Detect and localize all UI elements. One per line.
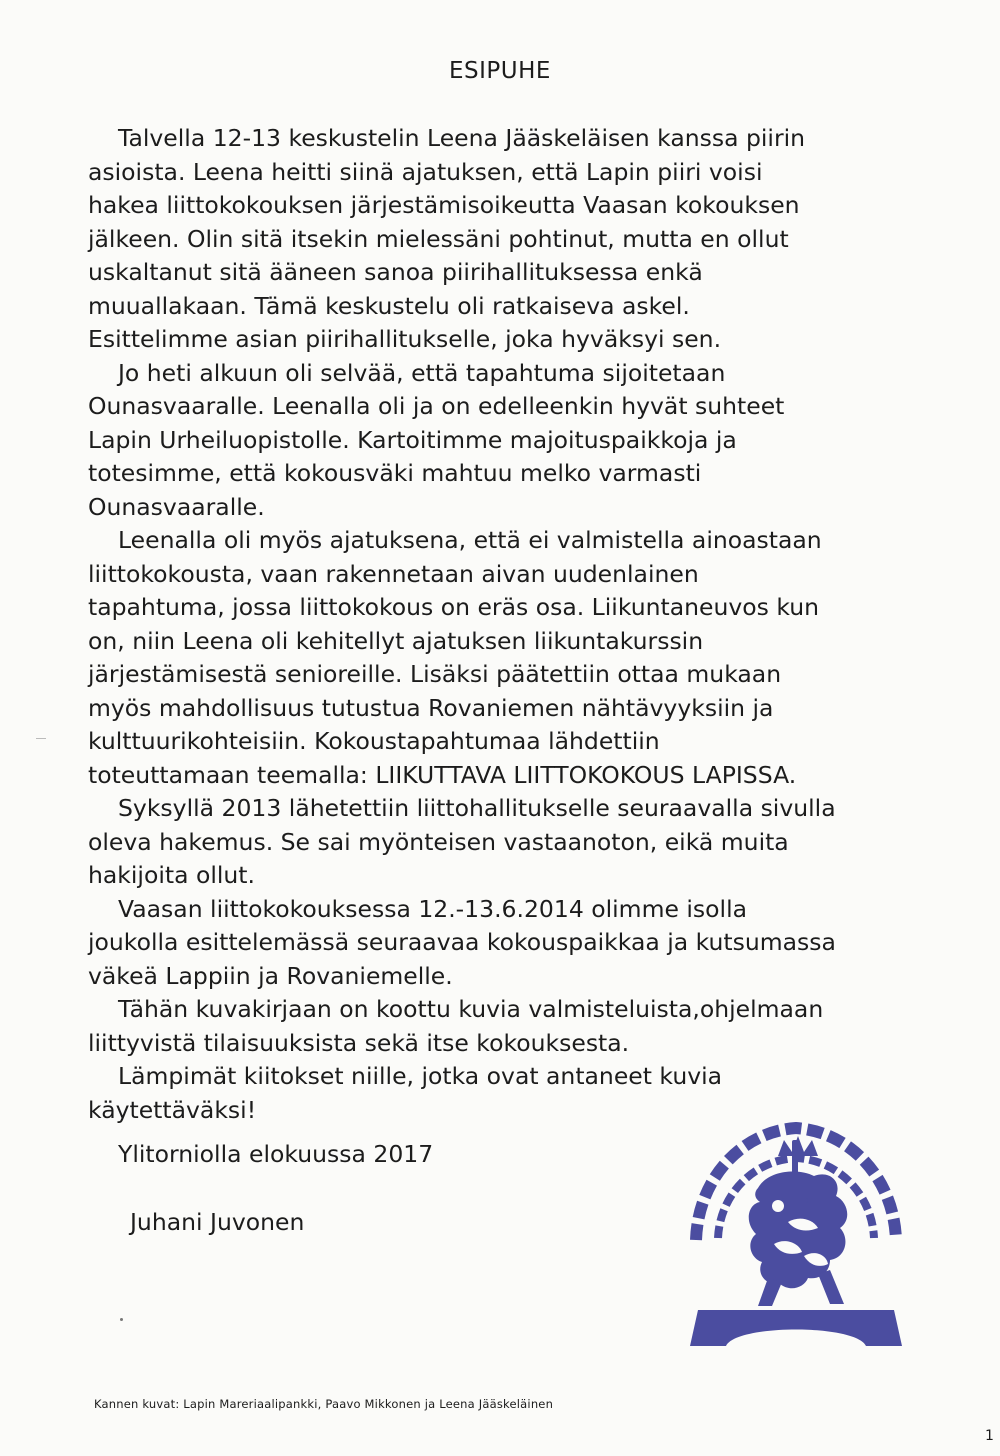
text-line: liittokokousta, vaan rakennetaan aivan uudenlainen bbox=[88, 559, 699, 588]
text-line: väkeä Lappiin ja Rovaniemelle. bbox=[88, 961, 453, 990]
page-title: ESIPUHE bbox=[449, 58, 551, 84]
text-line: asioista. Leena heitti siinä ajatuksen, että Lapin piiri voisi bbox=[88, 157, 763, 186]
paragraph-3 bbox=[88, 524, 908, 792]
text-line: Talvella 12-13 keskustelin Leena Jääskeläisen kanssa piirin bbox=[118, 124, 806, 152]
text-line: järjestämisestä senioreille. Lisäksi päätettiin ottaa mukaan bbox=[88, 660, 782, 688]
text-line: jälkeen. Olin sitä itsekin mielessäni pohtinut, mutta en ollut bbox=[88, 224, 789, 253]
text-line: Lämpimät kiitokset niille, jotka ovat antaneet kuvia bbox=[118, 1062, 723, 1090]
text-line: Esittelimme asian piirihallitukselle, joka hyväksyi sen. bbox=[88, 325, 722, 353]
text-line: joukolla esittelemässä seuraavaa kokouspaikkaa ja kutsumassa bbox=[88, 928, 836, 956]
text-line: liittyvistä tilaisuuksista sekä itse kokouksesta. bbox=[88, 1028, 630, 1057]
text-line: Lapin Urheiluopistolle. Kartoitimme majoituspaikkoja ja bbox=[88, 425, 737, 454]
text-line: uskaltanut sitä ääneen sanoa piirihallituksessa enkä bbox=[88, 258, 703, 286]
text-line: käytettäväksi! bbox=[88, 1095, 257, 1124]
paragraph-4 bbox=[88, 792, 908, 893]
text-line: kulttuurikohteisiin. Kokoustapahtumaa lähdettiin bbox=[88, 727, 660, 755]
cover-photo-credits: Kannen kuvat: Lapin Mareriaalipankki, Paavo Mikkonen ja Leena Jääskeläinen bbox=[94, 1397, 554, 1411]
text-line: Ounasvaaralle. bbox=[88, 492, 265, 521]
text-line: hakea liittokokouksen järjestämisoikeutta Vaasan kokouksen bbox=[88, 191, 800, 219]
text-line: Tähän kuvakirjaan on koottu kuvia valmisteluista,ohjelmaan bbox=[118, 995, 824, 1023]
paragraph-1 bbox=[88, 122, 908, 357]
text-line: Ounasvaaralle. Leenalla oli ja on edelleenkin hyvät suhteet bbox=[88, 392, 785, 420]
text-line: Vaasan liittokokouksessa 12.-13.6.2014 olimme isolla bbox=[118, 894, 747, 923]
text-line: toteuttamaan teemalla: LIIKUTTAVA LIITTOKOKOUS LAPISSA. bbox=[88, 760, 797, 789]
closing-place-date: Ylitorniolla elokuussa 2017 bbox=[118, 1140, 434, 1168]
text-line: tapahtuma, jossa liittokokous on eräs osa. Liikuntaneuvos kun bbox=[88, 593, 820, 621]
text-line: myös mahdollisuus tutustua Rovaniemen nähtävyyksiin ja bbox=[88, 693, 774, 722]
author-signature: Juhani Juvonen bbox=[130, 1208, 305, 1236]
text-line: hakijoita ollut. bbox=[88, 861, 255, 889]
text-line: Syksyllä 2013 lähetettiin liittohallitukselle seuraavalla sivulla bbox=[118, 794, 836, 822]
lion-crest-icon bbox=[680, 1110, 912, 1346]
text-line: on, niin Leena oli kehitellyt ajatuksen liikuntakurssin bbox=[88, 626, 704, 655]
text-line: totesimme, että kokousväki mahtuu melko varmasti bbox=[88, 459, 702, 487]
scan-mark bbox=[36, 738, 46, 739]
text-line: muuallakaan. Tämä keskustelu oli ratkaiseva askel. bbox=[88, 291, 690, 320]
text-line: oleva hakemus. Se sai myönteisen vastaanoton, eikä muita bbox=[88, 827, 789, 856]
page-number: 1 bbox=[985, 1428, 994, 1444]
text-line: Jo heti alkuun oli selvää, että tapahtuma sijoitetaan bbox=[118, 358, 726, 387]
paragraph-6 bbox=[88, 993, 908, 1060]
paragraph-2 bbox=[88, 357, 908, 525]
paragraph-5 bbox=[88, 893, 908, 994]
scan-speck bbox=[120, 1318, 123, 1321]
foreword-body bbox=[88, 122, 908, 1127]
text-line: Leenalla oli myös ajatuksena, että ei valmistella ainoastaan bbox=[118, 526, 822, 554]
